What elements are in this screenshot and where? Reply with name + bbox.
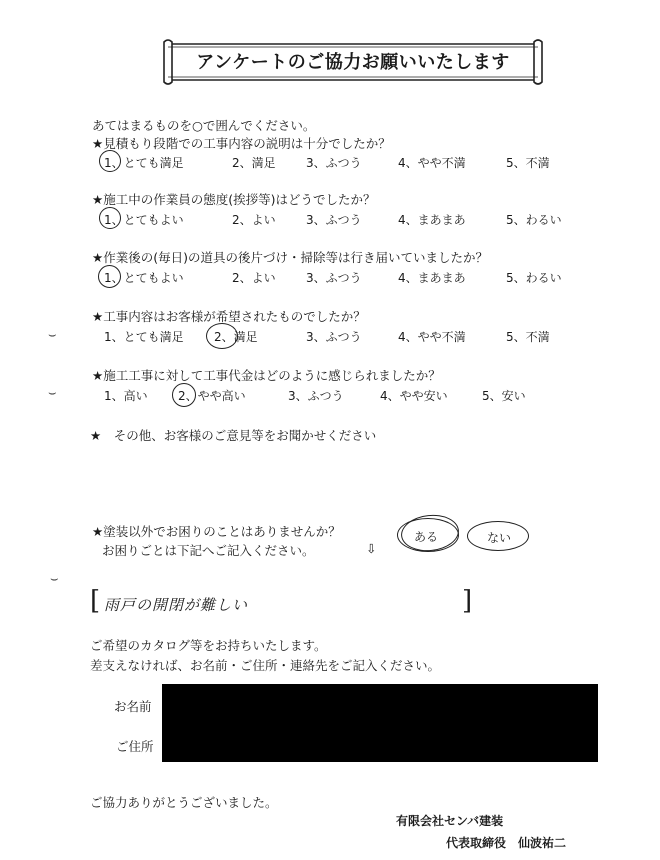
question-3-text: ★作業後の(毎日)の道具の後片づけ・掃除等は行き届いていましたか？	[92, 250, 488, 265]
answer-bracket-left: [	[90, 586, 101, 616]
question-5-options	[104, 387, 526, 404]
q3-option-3[interactable]: 3、ふつう	[306, 271, 362, 285]
q1-option-3[interactable]: 3、ふつう	[306, 156, 362, 170]
no-label: ない	[487, 531, 512, 545]
q1-option-4[interactable]: 4、やや不満	[398, 156, 466, 170]
q5-option-3[interactable]: 3、ふつう	[288, 389, 344, 403]
margin-check-mark-3: ⌣	[50, 572, 59, 587]
q3-option-2[interactable]: 2、よい	[232, 271, 276, 285]
question-1-text: ★見積もり段階での工事内容の説明は十分でしたか？	[92, 136, 391, 151]
answer-bracket-right: ]	[462, 586, 473, 616]
q4-option-3[interactable]: 3、ふつう	[306, 330, 362, 344]
company-name: 有限会社センバ建装	[396, 814, 504, 828]
yes-label: ある	[414, 530, 439, 544]
q1-option-1[interactable]: 1、とても満足	[104, 156, 184, 170]
trouble-note-text: お困りごとは下記へご記入ください。	[102, 543, 315, 558]
no-option-oval[interactable]	[467, 521, 529, 551]
question-2-options	[104, 211, 562, 228]
q2-option-5[interactable]: 5、わるい	[506, 213, 562, 227]
q5-option-2[interactable]: 2、やや高い	[178, 389, 246, 403]
q2-option-4[interactable]: 4、まあまあ	[398, 213, 466, 227]
q2-option-3[interactable]: 3、ふつう	[306, 213, 362, 227]
down-arrow-icon: ⇩	[366, 541, 377, 556]
catalog-line-2: 差支えなければ、お名前・ご住所・連絡先をご記入ください。	[90, 658, 441, 673]
q4-option-2[interactable]: 2、満足	[214, 330, 258, 344]
q4-option-1[interactable]: 1、とても満足	[104, 330, 184, 344]
q5-selection-circle	[172, 383, 196, 407]
thanks-text: ご協力ありがとうございました。	[90, 795, 278, 810]
trouble-answer-handwritten: 雨戸の開閉が難しい	[104, 596, 249, 614]
redacted-contact-info	[162, 684, 598, 762]
q5-option-1[interactable]: 1、高い	[104, 389, 148, 403]
question-2-text: ★施工中の作業員の態度(挨拶等)はどうでしたか？	[92, 192, 376, 207]
margin-check-mark-1: ⌣	[48, 328, 57, 343]
margin-check-mark-2: ⌣	[48, 386, 57, 401]
question-3-options	[104, 269, 562, 286]
q5-option-4[interactable]: 4、やや安い	[380, 389, 448, 403]
q3-option-5[interactable]: 5、わるい	[506, 271, 562, 285]
q1-selection-circle	[99, 150, 121, 172]
trouble-question-text: ★塗装以外でお困りのことはありませんか？	[92, 524, 341, 539]
instruction-text: あてはまるものを○で囲んでください。	[92, 118, 316, 133]
q1-option-5[interactable]: 5、不満	[506, 156, 550, 170]
q2-option-1[interactable]: 1、とてもよい	[104, 213, 184, 227]
question-1-options	[104, 154, 550, 171]
q3-option-4[interactable]: 4、まあまあ	[398, 271, 466, 285]
q4-selection-circle	[206, 323, 238, 349]
q5-option-5[interactable]: 5、安い	[482, 389, 526, 403]
q3-selection-circle	[98, 265, 121, 288]
other-opinion-prompt: ★ その他、お客様のご意見等をお聞かせください	[90, 428, 377, 443]
q2-selection-circle	[99, 207, 121, 229]
catalog-line-1: ご希望のカタログ等をお持ちいたします。	[90, 638, 327, 653]
q2-option-2[interactable]: 2、よい	[232, 213, 276, 227]
address-label: ご住所	[116, 739, 154, 754]
question-4-options	[104, 328, 550, 345]
representative-name: 代表取締役 仙波祐二	[446, 836, 567, 850]
page-title: アンケートのご協力お願いいたします	[196, 52, 510, 73]
question-5-text: ★施工工事に対して工事代金はどのように感じられましたか？	[92, 368, 441, 383]
title-banner	[162, 38, 544, 86]
name-label: お名前	[114, 699, 152, 714]
q4-option-4[interactable]: 4、やや不満	[398, 330, 466, 344]
q1-option-2[interactable]: 2、満足	[232, 156, 276, 170]
q3-option-1[interactable]: 1、とてもよい	[104, 271, 184, 285]
q4-option-5[interactable]: 5、不満	[506, 330, 550, 344]
question-4-text: ★工事内容はお客様が希望されたものでしたか？	[92, 309, 366, 324]
